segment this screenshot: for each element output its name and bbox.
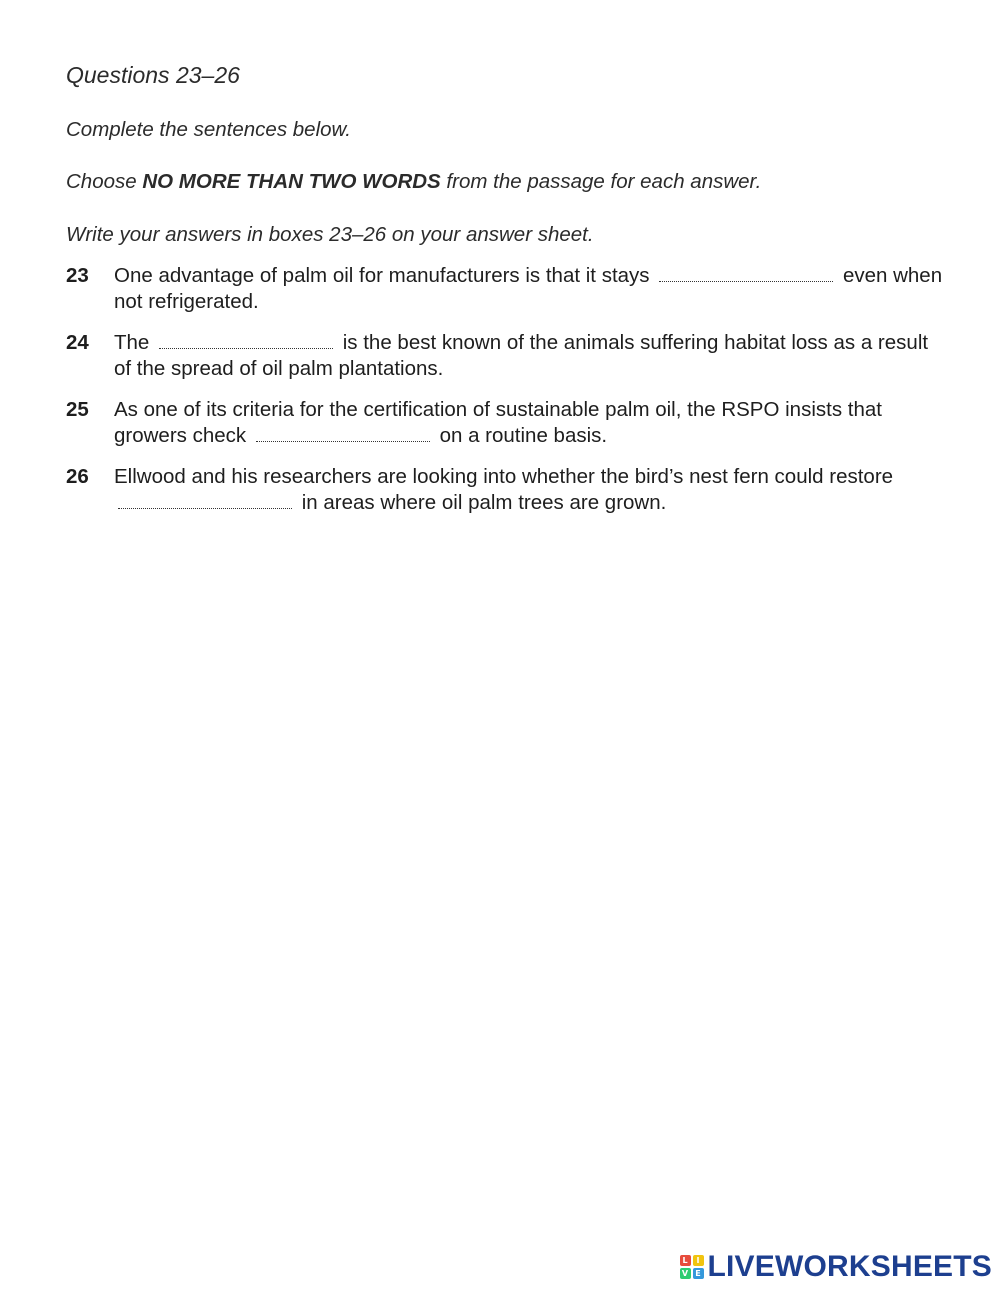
question-number: 24 [66, 331, 89, 354]
liveworksheets-logo[interactable] [680, 1247, 993, 1287]
question-text-before: One advantage of palm oil for manufacturers is that it stays [114, 264, 650, 287]
answer-gap-23[interactable] [659, 267, 833, 282]
question-number: 26 [66, 465, 89, 488]
question-text-after: even when not refrigerated. [114, 264, 943, 313]
instruction-word-limit [66, 170, 761, 194]
answer-gap-25[interactable] [256, 427, 430, 442]
liveworksheets-logo-icon [680, 1255, 704, 1279]
question-text-before: Ellwood and his researchers are looking into whether the bird’s nest fern could restore [114, 465, 894, 488]
question-text [114, 397, 944, 449]
instruction-complete: Complete the sentences below. [66, 118, 351, 141]
instruction-word-limit-post: from the passage for each answer. [440, 170, 762, 193]
answer-gap-24[interactable] [159, 334, 333, 349]
question-number: 23 [66, 264, 89, 287]
question-text-after: is the best known of the animals suffering habitat loss as a result of the spread of oil palm plantations. [114, 331, 929, 380]
answer-gap-26[interactable] [118, 494, 292, 509]
logo-tile-i: I [693, 1255, 704, 1266]
question-text-before: As one of its criteria for the certification of sustainable palm oil, the RSPO insists that growers check [114, 398, 882, 447]
logo-tile-e: E [693, 1268, 704, 1279]
logo-tile-l: L [680, 1255, 691, 1266]
question-number: 25 [66, 398, 89, 421]
liveworksheets-logo-text: LIVEWORKSHEETS [707, 1250, 992, 1283]
question-text-after: on a routine basis. [439, 424, 608, 447]
question-text [114, 464, 944, 516]
instruction-answer-boxes: Write your answers in boxes 23–26 on your answer sheet. [66, 223, 594, 246]
question-text [114, 263, 944, 315]
instruction-word-limit-bold: NO MORE THAN TWO WORDS [142, 170, 441, 193]
question-text-after: in areas where oil palm trees are grown. [301, 491, 667, 514]
questions-heading: Questions 23–26 [66, 62, 240, 88]
question-text [114, 330, 944, 382]
question-text-before: The [114, 331, 150, 354]
instruction-word-limit-pre: Choose [66, 170, 143, 193]
logo-tile-v: V [680, 1268, 691, 1279]
